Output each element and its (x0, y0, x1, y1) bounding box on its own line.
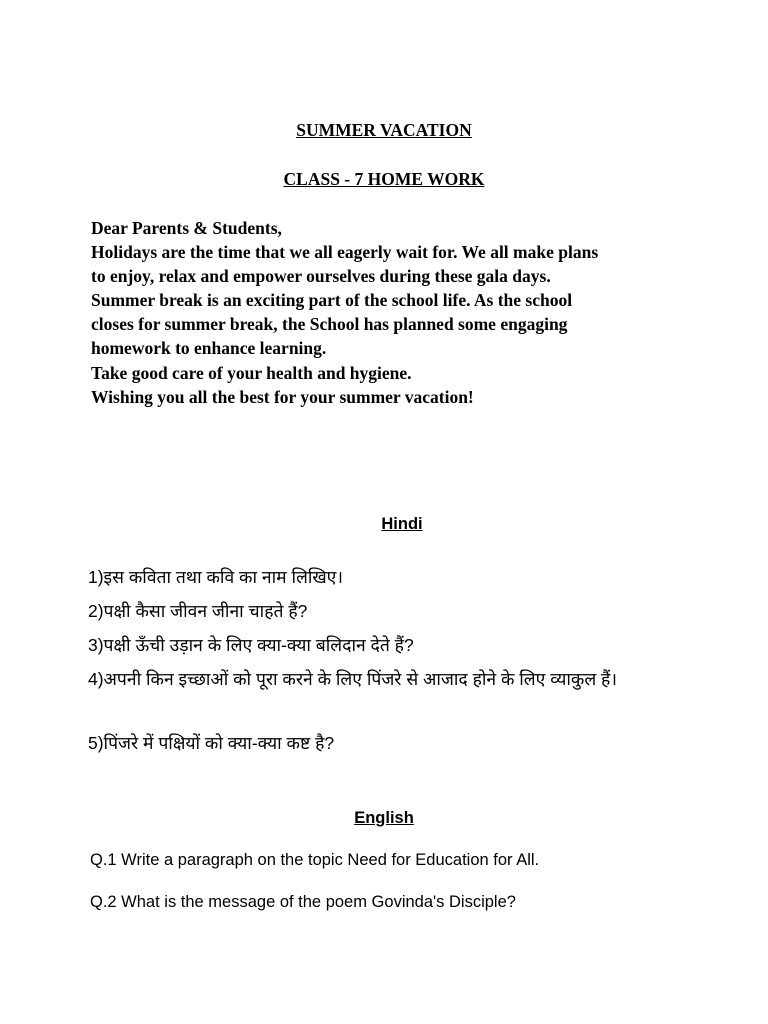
letter-line: Dear Parents & Students, (91, 218, 282, 238)
hindi-question-list (88, 562, 728, 762)
letter-paragraph (91, 216, 731, 409)
english-section-heading: English (354, 809, 414, 827)
letter-line: homework to enhance learning. (91, 338, 327, 359)
letter-line: Wishing you all the best for your summer vacation! (91, 386, 474, 407)
letter-line: Summer break is an exciting part of the school life. As the school (91, 290, 573, 311)
hindi-section-heading: Hindi (381, 515, 423, 533)
hindi-question: 1)इस कविता तथा कवि का नाम लिखिए। (88, 567, 343, 587)
hindi-question: 5)पिंजरे में पक्षियों को क्या-क्या कष्ट है? (88, 733, 335, 753)
letter-line: Holidays are the time that we all eagerly wait for. We all make plans (91, 242, 599, 263)
letter-line: Take good care of your health and hygiene. (91, 362, 412, 383)
hindi-question: 4)अपनी किन इच्छाओं को पूरा करने के लिए पिंजरे से आजाद होने के लिए व्याकुल हैं। (88, 669, 617, 689)
letter-line: closes for summer break, the School has planned some engaging (91, 314, 568, 335)
hindi-question: 3)पक्षी ऊँची उड़ान के लिए क्या-क्या बलिदान देते हैं? (88, 635, 414, 655)
document-subtitle: CLASS - 7 HOME WORK (283, 169, 485, 189)
english-question: Q.1 Write a paragraph on the topic Need for Education for All. (90, 851, 540, 869)
hindi-question: 2)पक्षी कैसा जीवन जीना चाहते हैं? (88, 601, 308, 621)
document-title: SUMMER VACATION (296, 120, 472, 140)
english-question: Q.2 What is the message of the poem Govinda's Disciple? (90, 893, 516, 911)
letter-line: to enjoy, relax and empower ourselves during these gala days. (91, 266, 551, 287)
